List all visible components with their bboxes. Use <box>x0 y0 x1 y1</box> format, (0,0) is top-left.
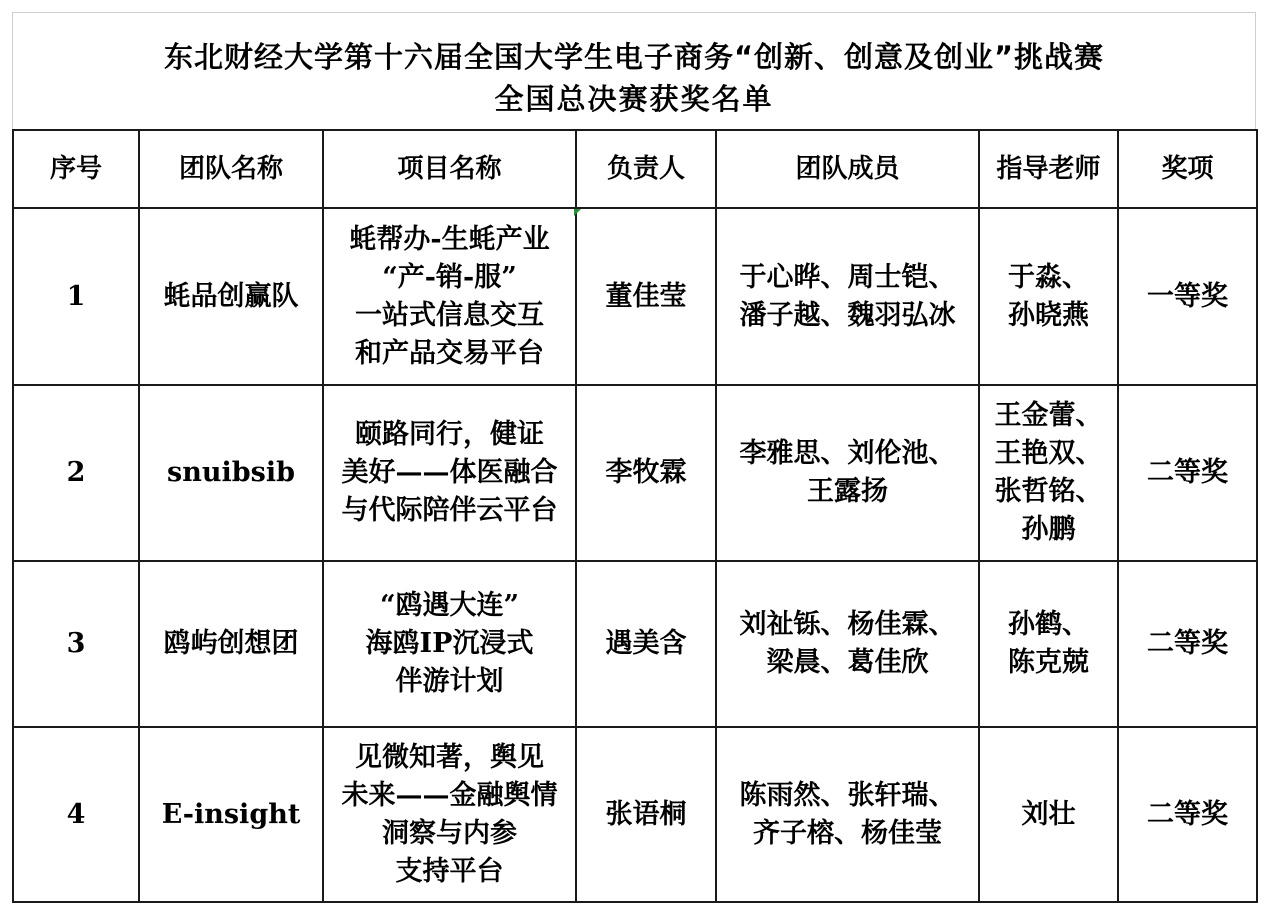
advisor-line: 陈克兢 <box>1008 647 1089 678</box>
table-row <box>13 385 1257 561</box>
members-line: 潘子越、魏羽弘冰 <box>739 299 956 331</box>
cell-members <box>716 561 979 727</box>
cell-no: 4 <box>13 727 139 902</box>
cell-members <box>716 727 979 902</box>
project-line: 蚝帮办-生蚝产业 <box>349 223 550 255</box>
cell-project <box>323 727 576 902</box>
members-line: 刘祉铄、杨佳霖、 <box>739 609 956 640</box>
advisor-line: 孙鹏 <box>1021 514 1076 545</box>
header-no: 序号 <box>13 130 139 208</box>
advisor-line: 刘壮 <box>1021 798 1076 830</box>
members-line: 梁晨、葛佳欣 <box>766 647 929 678</box>
project-line: 伴游计划 <box>395 666 504 697</box>
cell-no: 1 <box>13 208 139 385</box>
members-line: 齐子榕、杨佳莹 <box>753 817 942 849</box>
project-line: 和产品交易平台 <box>355 337 544 369</box>
members-line: 李雅思、刘伦池、 <box>739 438 956 469</box>
cell-advisors <box>979 727 1118 902</box>
cell-leader: 张语桐 <box>576 727 716 902</box>
project-line: 美好——体医融合 <box>341 457 558 488</box>
table-header-row <box>13 130 1257 208</box>
cell-leader: 李牧霖 <box>576 385 716 561</box>
awards-table <box>12 129 1258 903</box>
project-line: 一站式信息交互 <box>355 299 544 331</box>
header-advisors: 指导老师 <box>979 130 1118 208</box>
cell-award: 二等奖 <box>1118 727 1257 902</box>
advisor-line: 张哲铭、 <box>994 476 1103 507</box>
header-members: 团队成员 <box>716 130 979 208</box>
table-row <box>13 208 1257 385</box>
cell-team: 鸥屿创想团 <box>139 561 323 727</box>
cell-no: 2 <box>13 385 139 561</box>
table-row <box>13 561 1257 727</box>
cell-team: E-insight <box>139 727 323 902</box>
title-line-1: 东北财经大学第十六届全国大学生电子商务“创新、创意及创业”挑战赛 <box>163 40 1105 74</box>
project-line: “产-销-服” <box>382 261 517 293</box>
header-project: 项目名称 <box>323 130 576 208</box>
cell-award: 二等奖 <box>1118 561 1257 727</box>
header-award: 奖项 <box>1118 130 1257 208</box>
project-line: 支持平台 <box>395 855 504 887</box>
project-line: 颐路同行，健证 <box>355 419 544 450</box>
cell-advisors <box>979 385 1118 561</box>
cell-members <box>716 208 979 385</box>
cell-project <box>323 385 576 561</box>
project-line: 与代际陪伴云平台 <box>341 495 558 526</box>
project-line: 海鸥IP沉浸式 <box>365 628 534 659</box>
cell-no: 3 <box>13 561 139 727</box>
cell-team: snuibsib <box>139 385 323 561</box>
project-line: “鸥遇大连” <box>379 590 520 621</box>
cell-team: 蚝品创赢队 <box>139 208 323 385</box>
advisor-line: 孙晓燕 <box>1008 299 1089 331</box>
header-leader: 负责人 <box>576 130 716 208</box>
advisor-line: 王艳双、 <box>994 438 1103 469</box>
table-row <box>13 727 1257 902</box>
project-line: 洞察与内参 <box>382 817 517 849</box>
document-title <box>12 12 1256 129</box>
advisor-line: 于淼、 <box>1008 261 1089 293</box>
members-line: 陈雨然、张轩瑞、 <box>739 779 956 811</box>
advisor-line: 孙鹤、 <box>1008 609 1089 640</box>
project-line: 未来——金融舆情 <box>341 779 558 811</box>
members-line: 于心晔、周士铠、 <box>739 261 956 293</box>
cell-award: 二等奖 <box>1118 385 1257 561</box>
header-team: 团队名称 <box>139 130 323 208</box>
cell-leader: 遇美含 <box>576 561 716 727</box>
cell-project <box>323 208 576 385</box>
project-line: 见微知著，舆见 <box>355 741 544 773</box>
title-line-2: 全国总决赛获奖名单 <box>494 82 774 116</box>
cell-comment-marker <box>574 209 581 216</box>
cell-project <box>323 561 576 727</box>
cell-advisors <box>979 561 1118 727</box>
award-sheet <box>12 12 1256 908</box>
members-line: 王露扬 <box>807 476 888 507</box>
cell-leader: 董佳莹 <box>576 208 716 385</box>
cell-advisors <box>979 208 1118 385</box>
cell-members <box>716 385 979 561</box>
cell-award: 一等奖 <box>1118 208 1257 385</box>
advisor-line: 王金蕾、 <box>994 400 1103 431</box>
